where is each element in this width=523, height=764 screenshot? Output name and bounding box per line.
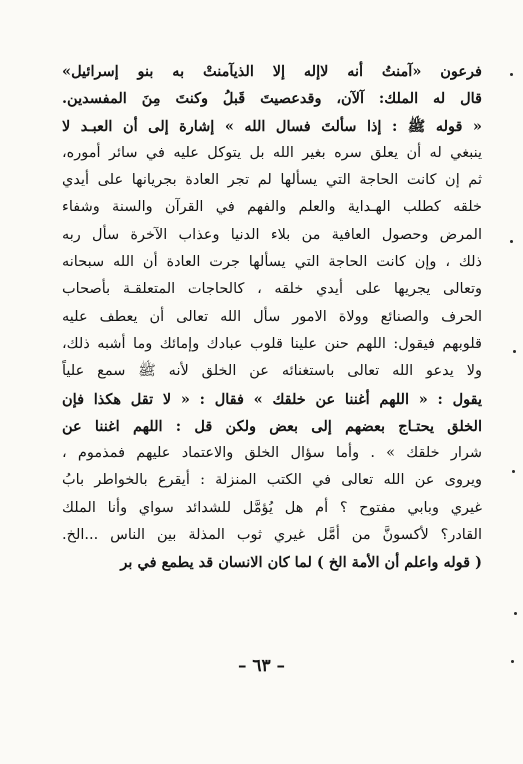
text-line: الحرف والصنائع وولاة الامور سأل الله تعالى أن يعطف عليه [62, 308, 482, 325]
text-body [62, 58, 482, 577]
text-line: ولا يدعو الله تعالى باستغنائه عن الخلق لأنه ﷺ سمع علياً [62, 363, 482, 380]
text-line: فرعون «آمنتُ أنه لاإله إلا الذيآمنتْ به بنو إسرائيل» [62, 63, 482, 80]
text-line: القادر؟ لأكسونَّ من أمَّل غيري ثوب المذلة بين الناس ...الخ. [62, 527, 482, 544]
margin-dot [514, 612, 517, 615]
text-line: ذلك ، وإن كانت الحاجة التي يسألها جرت العادة أن الله سبحانه [62, 254, 482, 271]
margin-dot [510, 73, 513, 76]
text-line: الخلق يحتـاج بعضهم إلى بعض ولكن قل : اللهم اغننا عن [62, 417, 482, 435]
text-line: ينبغي له أن يعلق سره بغير الله بل يتوكل عليه في سائر أموره، [62, 144, 482, 161]
text-line: يقول : « اللهم أغننا عن خلقك » فقال : « لا تقل هكذا فإن [62, 390, 482, 408]
text-line: شرار خلقك » . وأما سؤال الخلق والاعتماد عليهم فمذموم ، [62, 445, 482, 462]
text-line: « قوله ﷺ : إذا سألتَ فسال الله » إشارة إلى أن العبـد لا [62, 117, 482, 135]
text-line: وتعالى يجريها على أيدي خلقه ، كالحاجات المتعلقـة بأصحاب [62, 281, 482, 298]
text-line: المرض وحصول العافية من بلاء الدنيا وعذاب الآخرة سأل ربه [62, 226, 482, 243]
margin-dot [512, 470, 515, 473]
text-line: قلوبهم فيقول: اللهم حنن علينا قلوب عبادك وإمائك وما أشبه ذلك، [62, 335, 482, 352]
page-number: – ٦٣ – [237, 656, 286, 676]
margin-dot [513, 350, 516, 353]
text-line: ثم إن كانت الحاجة التي يسألها لم تجر العادة بجريانها على أيدي [62, 172, 482, 189]
text-line: قال له الملك: آلآن، وقدعصيتَ قَبلُ وكنتَ مِنَ المفسدين. [62, 90, 482, 108]
margin-dot [511, 660, 514, 663]
margin-dot [510, 240, 513, 243]
text-line: ( قوله واعلم أن الأمة الخ ) لما كان الانسان قد يطمع في بر [120, 554, 482, 572]
text-line: غيري وبابي مفتوح ؟ أم هل يُؤمَّل للشدائد سواي وأنا الملك [62, 499, 482, 516]
text-line: ويروى عن الله تعالى في الكتب المنزلة : أيقرع بالخواطر بابُ [62, 472, 482, 489]
text-line: خلقه كطلب الهـداية والعلم والفهم في القرآن والسنة وشفاء [62, 199, 482, 216]
